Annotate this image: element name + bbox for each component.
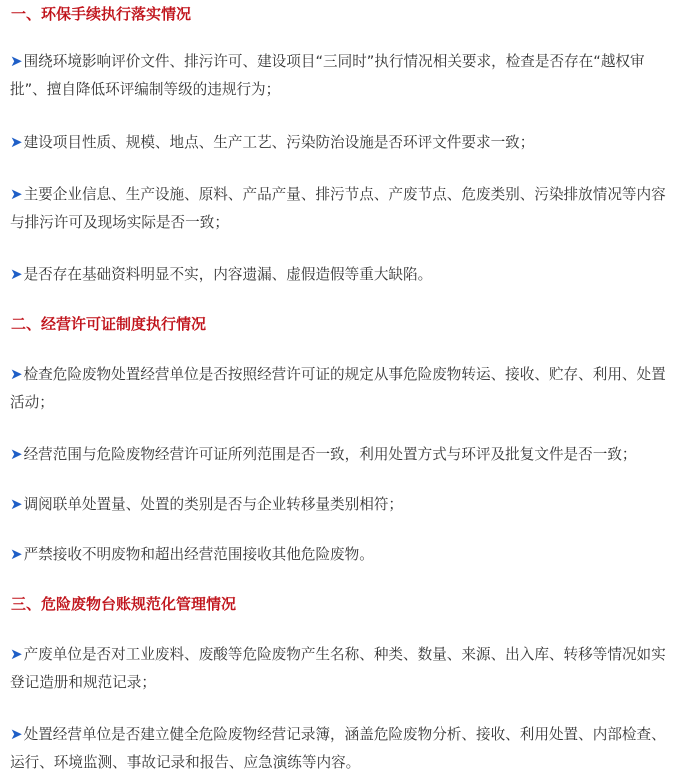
- list-item: [10, 260, 675, 289]
- list-item: [10, 128, 675, 157]
- item-text: 经营范围与危险废物经营许可证所列范围是否一致，利用处置方式与环评及批复文件是否一致；: [23, 446, 637, 463]
- item-text: 调阅联单处置量、处置的类别是否与企业转移量类别相符；: [23, 496, 404, 513]
- item-text: 主要企业信息、生产设施、原料、产品产量、排污节点、产废节点、危废类别、污染排放情况等内容与排污许可及现场实际是否一致；: [10, 186, 666, 231]
- item-text: 检查危险废物处置经营单位是否按照经营许可证的规定从事危险废物转运、接收、贮存、利用、处置活动；: [10, 366, 666, 411]
- list-item: [10, 540, 675, 569]
- section-heading-3: 三、危险废物台账规范化管理情况: [11, 595, 237, 613]
- item-text: 严禁接收不明废物和超出经营范围接收其他危险废物。: [23, 546, 374, 563]
- section-heading-2: 二、经营许可证制度执行情况: [11, 315, 207, 333]
- list-item: [10, 47, 675, 104]
- arrow-bullet-icon: ➤: [10, 645, 23, 663]
- item-text: 产废单位是否对工业废料、废酸等危险废物产生名称、种类、数量、来源、出入库、转移等情况如实登记造册和规范记录；: [10, 646, 666, 691]
- arrow-bullet-icon: ➤: [10, 185, 23, 203]
- list-item: [10, 440, 675, 469]
- list-item: [10, 360, 675, 417]
- arrow-bullet-icon: ➤: [10, 495, 23, 513]
- arrow-bullet-icon: ➤: [10, 265, 23, 283]
- section-heading-1: 一、环保手续执行落实情况: [11, 5, 192, 23]
- arrow-bullet-icon: ➤: [10, 52, 23, 70]
- arrow-bullet-icon: ➤: [10, 445, 23, 463]
- arrow-bullet-icon: ➤: [10, 365, 23, 383]
- list-item: [10, 640, 675, 697]
- item-text: 是否存在基础资料明显不实，内容遗漏、虚假造假等重大缺陷。: [23, 266, 433, 283]
- item-text: 处置经营单位是否建立健全危险废物经营记录簿，涵盖危险废物分析、接收、利用处置、内部检查、运行、环境监测、事故记录和报告、应急演练等内容。: [10, 726, 666, 771]
- item-text: 建设项目性质、规模、地点、生产工艺、污染防治设施是否环评文件要求一致；: [23, 134, 535, 151]
- list-item: [10, 720, 675, 777]
- arrow-bullet-icon: ➤: [10, 725, 23, 743]
- arrow-bullet-icon: ➤: [10, 133, 23, 151]
- item-text: 围绕环境影响评价文件、排污许可、建设项目“三同时”执行情况相关要求，检查是否存在“越权审批”、擅自降低环评编制等级的违规行为；: [10, 53, 645, 98]
- list-item: [10, 180, 675, 237]
- list-item: [10, 490, 675, 519]
- arrow-bullet-icon: ➤: [10, 545, 23, 563]
